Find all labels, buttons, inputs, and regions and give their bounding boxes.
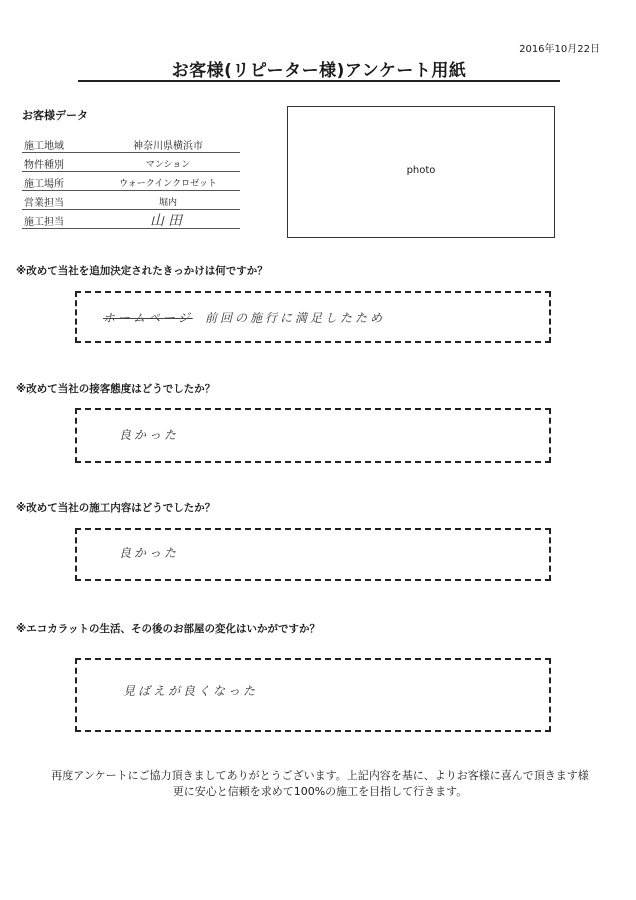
row-value-location: ウォークインクロゼット	[119, 179, 217, 189]
table-row	[22, 210, 240, 229]
closing-message	[30, 768, 610, 800]
answer-box-4	[75, 658, 551, 732]
answer-box-2	[75, 408, 551, 463]
answer-3-text: 良かった	[119, 546, 180, 560]
customer-data-heading: お客様データ	[22, 109, 88, 122]
table-row	[22, 153, 240, 172]
row-value-sales-rep: 堀内	[158, 198, 177, 208]
row-value-area: 神奈川県横浜市	[133, 141, 203, 152]
answer-1-text: 前回の施行に満足したため	[205, 311, 386, 325]
question-2: ※改めて当社の接客態度はどうでしたか？	[16, 383, 216, 395]
answer-box-1	[75, 291, 551, 343]
title-underline	[78, 80, 560, 82]
answer-box-3	[75, 528, 551, 581]
answer-2-text: 良かった	[119, 428, 180, 442]
question-1: ※改めて当社を追加決定されたきっかけは何ですか？	[16, 265, 268, 277]
closing-message-line-2: 更に安心と信頼を求めて100%の施工を目指して行きます。	[172, 785, 468, 798]
row-label-installer: 施工担当	[24, 217, 64, 228]
table-row	[22, 134, 240, 153]
survey-date: 2016年10月22日	[519, 44, 600, 55]
row-label-location: 施工場所	[24, 179, 64, 190]
question-4: ※エコカラットの生活、その後のお部屋の変化はいかがですか？	[16, 623, 320, 635]
row-label-property-type: 物件種別	[24, 160, 64, 171]
answer-1-struck: ホームページ	[103, 311, 193, 325]
closing-message-line-1: 再度アンケートにご協力頂きましてありがとうございます。上記内容を基に、よりお客様に喜んで頂きます様	[51, 769, 589, 782]
photo-placeholder: photo	[406, 165, 436, 176]
question-3: ※改めて当社の施工内容はどうでしたか？	[16, 502, 216, 514]
row-label-area: 施工地域	[24, 141, 64, 152]
table-row	[22, 191, 240, 210]
row-value-installer: 山田	[150, 213, 186, 229]
table-row	[22, 172, 240, 191]
customer-data-table	[22, 134, 240, 229]
answer-4-text: 見ばえが良くなった	[123, 684, 259, 698]
row-label-sales-rep: 営業担当	[24, 198, 64, 209]
row-value-property-type: マンション	[145, 160, 191, 170]
page-title: お客様(リピーター様)アンケート用紙	[171, 61, 467, 81]
